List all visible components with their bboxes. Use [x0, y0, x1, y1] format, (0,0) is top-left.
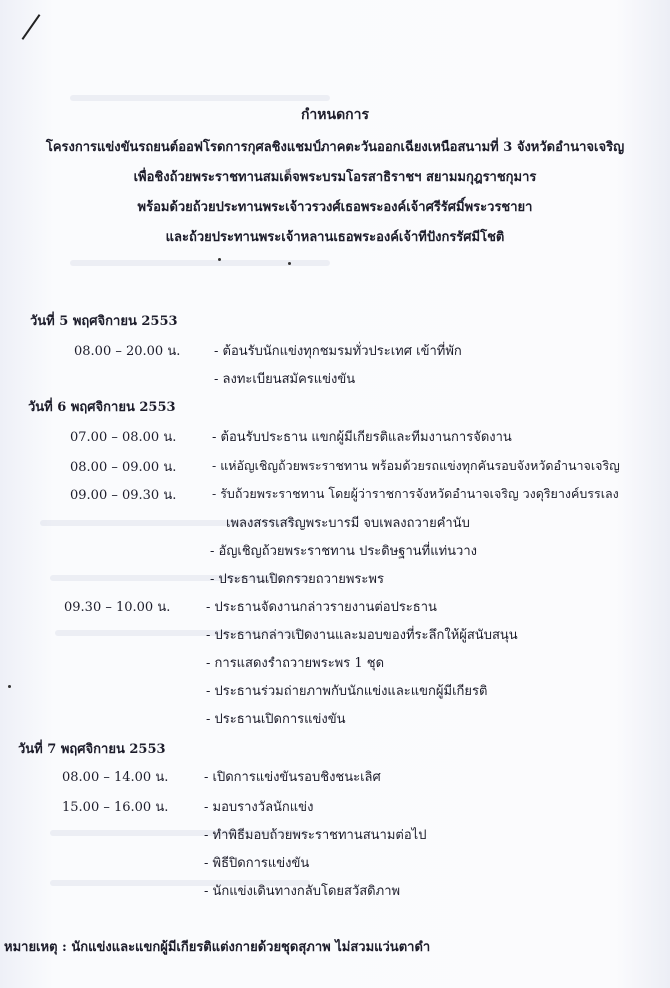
project-title-line-4: และถ้วยประทานพระเจ้าหลานเธอพระองค์เจ้าทีปังกรรัศมีโชติ — [165, 230, 505, 245]
schedule-item: - ประธานจัดงานกล่าวรายงานต่อประธาน — [206, 600, 437, 615]
schedule-item: - พิธีปิดการแข่งขัน — [204, 856, 310, 871]
ink-speck — [288, 262, 291, 265]
schedule-item: - มอบรางวัลนักแข่ง — [204, 800, 314, 815]
schedule-item: - ประธานเปิดการแข่งขัน — [206, 712, 346, 727]
schedule-item: - นักแข่งเดินทางกลับโดยสวัสดิภาพ — [204, 884, 401, 899]
document-title: กำหนดการ — [300, 107, 370, 123]
schedule-item: - ประธานกล่าวเปิดงานและมอบของที่ระลึกให้ผู้สนับสนุน — [206, 628, 518, 643]
schedule-item: - ทำพิธีมอบถ้วยพระราชทานสนามต่อไป — [204, 828, 427, 843]
schedule-item: - เปิดการแข่งขันรอบชิงชนะเลิศ — [204, 770, 381, 785]
schedule-item: - การแสดงรำถวายพระพร 1 ชุด — [206, 656, 385, 671]
time-slot: 08.00 – 14.00 น. — [62, 770, 169, 785]
project-title-line-2: เพื่อชิงถ้วยพระราชทานสมเด็จพระบรมโอรสาธิราชฯ สยามมกุฎราชกุมาร — [133, 170, 537, 185]
time-slot: 15.00 – 16.00 น. — [62, 800, 169, 815]
ink-speck — [8, 685, 11, 688]
time-slot: 09.30 – 10.00 น. — [64, 600, 171, 615]
schedule-item: - อัญเชิญถ้วยพระราชทาน ประดิษฐานที่แท่นวาง — [210, 544, 478, 559]
time-slot: 08.00 – 20.00 น. — [74, 344, 181, 359]
schedule-item-continuation: เพลงสรรเสริญพระบารมี จบเพลงถวายคำนับ — [226, 516, 470, 531]
schedule-item: - ประธานร่วมถ่ายภาพกับนักแข่งและแขกผู้มีเกียรติ — [206, 684, 488, 699]
day-heading: วันที่ 7 พฤศจิกายน 2553 — [18, 742, 166, 757]
time-slot: 07.00 – 08.00 น. — [70, 430, 177, 445]
bleed-through — [70, 260, 330, 266]
remark-note: หมายเหตุ : นักแข่งและแขกผู้มีเกียรติแต่งกายด้วยชุดสุภาพ ไม่สวมแว่นตาดำ — [4, 940, 431, 955]
schedule-item: - ลงทะเบียนสมัครแข่งขัน — [214, 372, 356, 387]
schedule-item: - แห่อัญเชิญถ้วยพระราชทาน พร้อมด้วยรถแข่งทุกคันรอบจังหวัดอำนาจเจริญ — [212, 458, 620, 473]
time-slot: 08.00 – 09.00 น. — [70, 460, 177, 475]
time-slot: 09.00 – 09.30 น. — [70, 488, 177, 503]
day-heading: วันที่ 5 พฤศจิกายน 2553 — [30, 314, 178, 329]
project-title-line-1: โครงการแข่งขันรถยนต์ออฟโรดการกุศลชิงแชมป์ภาคตะวันออกเฉียงเหนือสนามที่ 3 จังหวัดอำนาจเจริญ — [45, 140, 625, 155]
schedule-item: - ต้อนรับประธาน แขกผู้มีเกียรติและทีมงานการจัดงาน — [212, 430, 512, 445]
bleed-through — [70, 95, 330, 101]
day-heading: วันที่ 6 พฤศจิกายน 2553 — [28, 400, 176, 415]
schedule-item: - รับถ้วยพระราชทาน โดยผู้ว่าราชการจังหวัดอำนาจเจริญ วงดุริยางค์บรรเลง — [212, 486, 619, 501]
schedule-item: - ต้อนรับนักแข่งทุกชมรมทั่วประเทศ เข้าที่พัก — [214, 344, 462, 359]
schedule-item: - ประธานเปิดกรวยถวายพระพร — [210, 572, 384, 587]
project-title-line-3: พร้อมด้วยถ้วยประทานพระเจ้าวรวงศ์เธอพระองค์เจ้าศรีรัศมิ์พระวรชายา — [137, 200, 533, 215]
ink-speck — [218, 258, 221, 261]
scan-mark — [22, 14, 41, 40]
